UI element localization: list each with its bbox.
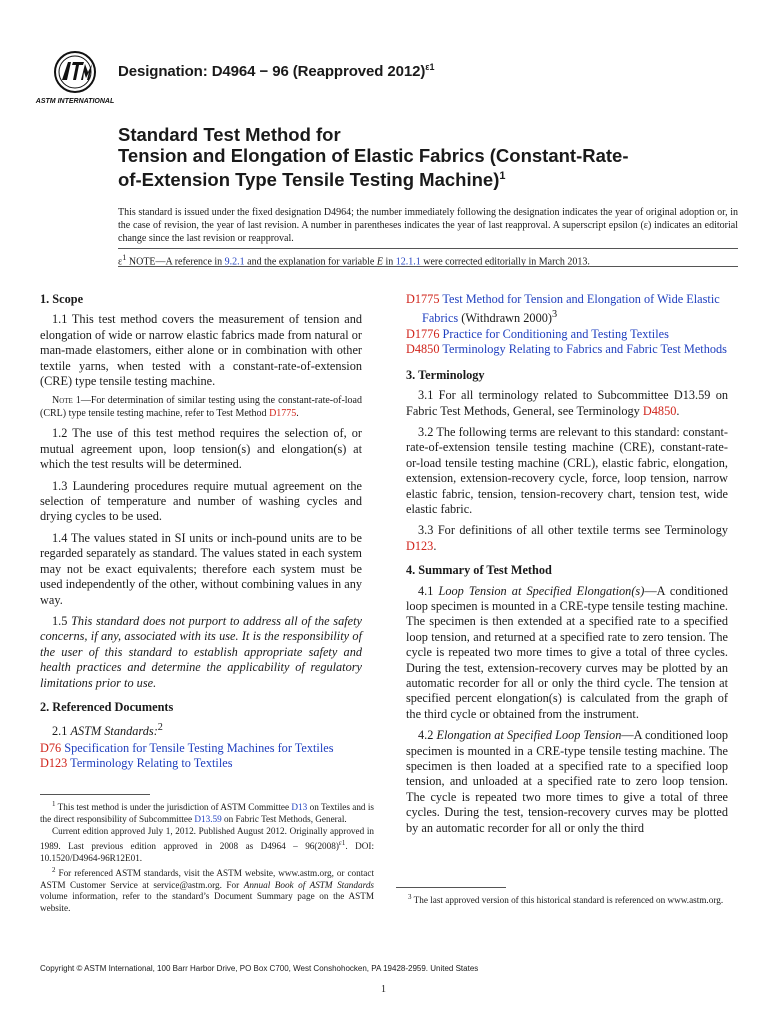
- link-d1775[interactable]: D1775: [269, 407, 297, 419]
- footnote-text: . DOI: 10.1520/D4964-96R12E01.: [40, 840, 374, 863]
- ref-title[interactable]: Specification for Tensile Testing Machines for Textiles: [61, 740, 334, 755]
- paragraph-end: .: [676, 403, 680, 418]
- paragraph-1-2: 1.2 The use of this test method requires the selection of, or mutual agreement upon, loop tension(s) and elongation(s) at which the test results will be determined.: [40, 426, 362, 472]
- right-column: [406, 292, 728, 842]
- footnotes-right: [396, 887, 738, 908]
- enote-text: NOTE—A reference in: [126, 256, 225, 268]
- footnote-text: For referenced ASTM standards, visit the ASTM website, www.astm.org, or contact ASTM Customer Service at service@astm.org. For: [40, 868, 374, 890]
- paragraph-4-1: [406, 584, 728, 723]
- footnote-mark: 2: [52, 866, 56, 875]
- designation: [118, 62, 434, 80]
- ref-code[interactable]: D1775: [406, 292, 440, 306]
- ref-title[interactable]: Practice for Conditioning and Testing Textiles: [439, 326, 669, 341]
- astm-logo-icon: [35, 50, 115, 106]
- footnote-rule: [396, 887, 506, 888]
- paragraph-1-3: 1.3 Laundering procedures require mutual agreement on the selection of temperature and number of washing cycles and drying cycles to be used.: [40, 478, 362, 524]
- designation-sup: ε1: [425, 62, 435, 72]
- note-text: 1—For determination of similar testing using the constant-rate-of-load (CRL) type tensile testing machine, refer to Test Method: [40, 395, 362, 419]
- enote-variable: E: [376, 256, 383, 268]
- footnote-text: Current edition approved July 1, 2012. Published August 2012. Originally approved in 1989. Last previous edition approved in 2008 as D4964 – 96(2008): [40, 826, 374, 851]
- link-9-2-1[interactable]: 9.2.1: [224, 256, 245, 268]
- ref-title[interactable]: Terminology Relating to Textiles: [67, 756, 233, 771]
- enote-text: in: [382, 256, 396, 268]
- footnote-mark: 3: [551, 309, 558, 321]
- ref-code[interactable]: D4850: [406, 342, 440, 357]
- paragraph-3-2: 3.2 The following terms are relevant to this standard: constant-rate-of-extension tensile testing machine (CRE), constant-rate-or-load tensile testing machine (CRL), elastic fabric, elongation, extension, extension-recovery cycle, force, loop tension, narrow elastic fabric, tension, tension-recovery chart, tension test, wide elastic fabric.: [406, 424, 728, 516]
- footnote-text: on Textiles and is the direct responsibility of Subcommittee: [40, 802, 375, 824]
- footnote-text: This test method is under the jurisdiction of ASTM Committee: [55, 802, 292, 813]
- link-d123[interactable]: D123: [406, 538, 434, 553]
- designation-text: Designation: D4964 − 96 (Reapproved 2012): [118, 63, 426, 80]
- footnote-text: volume information, refer to the standard’s Document Summary page on the ASTM website.: [40, 891, 374, 913]
- ref-item-d1776[interactable]: [406, 327, 728, 342]
- document-title: [118, 124, 738, 190]
- note-1: [40, 395, 362, 420]
- astm-standards-label: ASTM Standards:: [70, 724, 158, 739]
- link-12-1-1[interactable]: 12.1.1: [395, 256, 421, 268]
- copyright-line: Copyright © ASTM International, 100 Barr Harbor Drive, PO Box C700, West Conshohocken, PA 19428-2959. United States: [40, 964, 479, 973]
- ref-item-d4850[interactable]: [406, 342, 728, 357]
- enote-text: and the explanation for variable: [244, 256, 377, 268]
- epsilon-mark: ε: [118, 256, 123, 268]
- title-line-1: Standard Test Method for: [118, 124, 341, 145]
- paragraph-text: —A conditioned loop specimen is mounted in a CRE-type tensile testing machine. The specimen is then extended at a specified rate to a specified loop tension, and returned at a specified rate to zero tension. The cycle is repeated two more times to give a total of three cycles. During the test, extension-recovery curves may be plotted by an automatic recorder for all or only the third cycle. The tension at specified percent elongation(s) is calculated from the graph of the third cycle or obtained from the instrument.: [406, 583, 728, 721]
- footnote-text: on Fabric Test Methods, General.: [221, 813, 347, 824]
- paragraph-end: .: [433, 538, 437, 553]
- astm-logo: [35, 50, 115, 106]
- section-heading-scope: 1. Scope: [40, 292, 84, 306]
- footnote-rule: [40, 794, 150, 795]
- ref-title[interactable]: Test Method for Tension and Elongation of Wide Elastic Fabrics: [422, 292, 720, 326]
- paragraph-text: —A conditioned loop specimen is mounted in a CRE-type tensile testing machine. The specimen is then loaded at a specified rate to a specified loop tension, and unloaded at a specified rate to zero loop tension. The cycle is repeated two more times to give a total of three cycles. During the test, tension-recovery curves may be plotted by an automatic recorder for all or only the third: [406, 728, 728, 835]
- footnote-mark: 3: [408, 893, 412, 901]
- page-number: 1: [381, 984, 386, 995]
- paragraph-number: 2.1: [52, 724, 71, 739]
- note-end: .: [296, 407, 299, 419]
- ref-item-d76[interactable]: [40, 741, 362, 756]
- footnote-mark: 1: [52, 800, 56, 808]
- logo-text: ASTM INTERNATIONAL: [35, 98, 115, 105]
- paragraph-number: 4.2: [418, 728, 437, 743]
- divider: [118, 266, 738, 267]
- link-d4850[interactable]: D4850: [642, 403, 677, 418]
- ref-title[interactable]: Terminology Relating to Fabrics and Fabric Test Methods: [439, 342, 727, 357]
- paragraph-italic: Loop Tension at Specified Elongation(s): [438, 583, 645, 598]
- ref-code[interactable]: D123: [40, 756, 68, 771]
- title-line-3: [118, 166, 738, 190]
- footnote-sup: ε1: [338, 838, 346, 847]
- footnote-italic: Annual Book of ASTM Standards: [243, 879, 374, 890]
- paragraph-1-5: [40, 614, 362, 691]
- link-d13-59[interactable]: D13.59: [194, 813, 222, 824]
- link-d13[interactable]: D13: [291, 802, 308, 813]
- footnote-mark: 2: [157, 722, 163, 734]
- footnotes-left: [40, 794, 374, 916]
- paragraph-1-5-text: This standard does not purport to address all of the safety concerns, if any, associated with its use. It is the responsibility of the user of this standard to establish appropriate safety and health practices and determine the applicability of regulatory limitations prior to use.: [40, 613, 362, 690]
- footnote-1: [40, 799, 374, 825]
- divider: [118, 248, 738, 249]
- title-footnote-mark: 1: [499, 170, 506, 182]
- section-heading-referenced: 2. Referenced Documents: [40, 699, 174, 714]
- astm-standards-lead: [40, 720, 362, 740]
- enote-text: were corrected editorially in March 2013.: [420, 256, 590, 268]
- footnote-1-edition: [40, 826, 374, 864]
- paragraph-3-1: [406, 388, 728, 419]
- withdrawn-note: (Withdrawn 2000): [458, 311, 552, 326]
- epsilon-sup: 1: [122, 253, 127, 262]
- note-label: Note: [52, 395, 73, 407]
- paragraph-3-3: [406, 523, 728, 554]
- paragraph-italic: Elongation at Specified Loop Tension: [436, 728, 622, 743]
- section-heading-summary: 4. Summary of Test Method: [406, 563, 552, 578]
- title-line-3-text: of-Extension Type Tensile Testing Machine): [118, 169, 500, 191]
- paragraph-text: 3.1 For all terminology related to Subcommittee D13.59 on Fabric Test Methods, General, see Terminology: [406, 388, 728, 418]
- footnote-3: [396, 892, 738, 907]
- ref-item-d1775[interactable]: [406, 292, 728, 327]
- ref-code[interactable]: D76: [40, 740, 62, 755]
- footnote-text: The last approved version of this historical standard is referenced on www.astm.org.: [411, 895, 724, 906]
- title-line-2: Tension and Elongation of Elastic Fabrics (Constant-Rate-: [118, 145, 629, 166]
- footnote-2: [40, 865, 374, 914]
- paragraph-number: 1.5: [52, 613, 72, 628]
- paragraph-text: 3.3 For definitions of all other textile terms see Terminology: [418, 523, 728, 538]
- paragraph-1-4: 1.4 The values stated in SI units or inch-pound units are to be regarded separately as standard. The values stated in each system may not be exact equivalents; therefore each system must be used independently of the other, without combining values in any way.: [40, 530, 362, 607]
- paragraph-1-1: 1.1 This test method covers the measurement of tension and elongation of wide or narrow elastic fabrics made from natural or man-made elastomers, either alone or in combination with other textile yarns, when tested with a constant-rate-of-extension (CRE) type tensile testing machine.: [40, 312, 362, 389]
- ref-item-d123[interactable]: [40, 756, 362, 771]
- ref-code[interactable]: D1776: [406, 326, 440, 341]
- paragraph-4-2: [406, 728, 728, 836]
- paragraph-number: 4.1: [418, 583, 439, 598]
- issued-statement: This standard is issued under the fixed designation D4964; the number immediately following the designation indicates the year of original adoption or, in the case of revision, the year of last revision. A number in parentheses indicates the year of last reapproval. A superscript epsilon (ε) indicates an editorial change since the last revision or reapproval.: [118, 207, 738, 244]
- section-heading-terminology: 3. Terminology: [406, 367, 485, 382]
- left-column: [40, 292, 362, 772]
